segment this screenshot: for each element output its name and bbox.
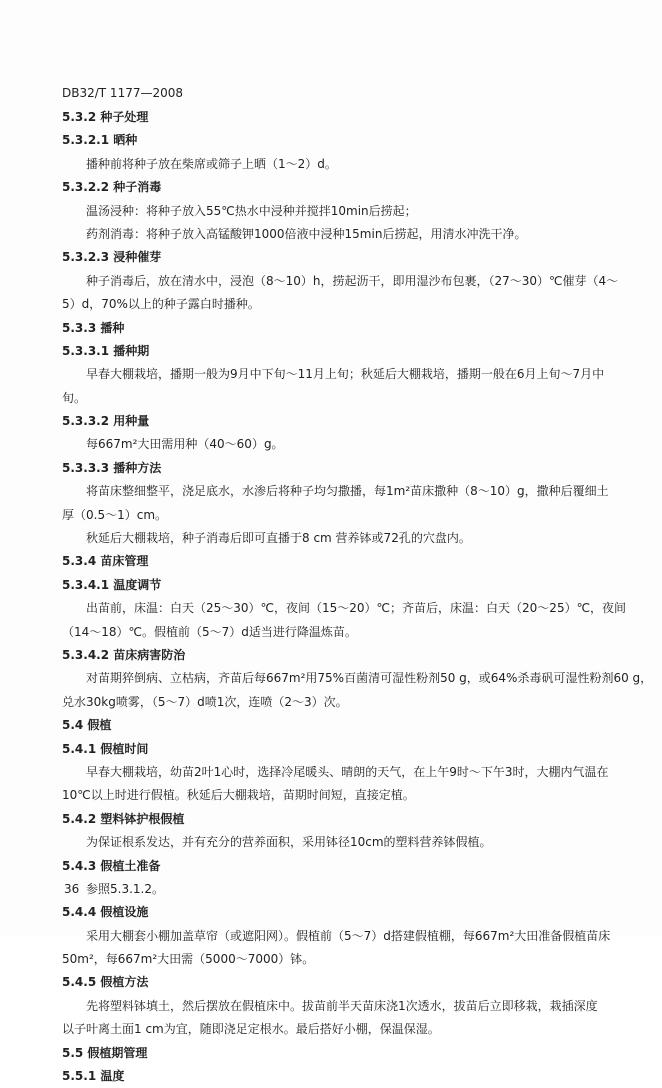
section-heading: 5.3.4.2 苗床病害防治	[62, 647, 186, 662]
section-heading: 5.4 假植	[62, 718, 112, 733]
paragraph-line: 早春大棚栽培，播期一般为9月中下旬～11月上旬；秋延后大棚栽培，播期一般在6月上旬～7月中	[86, 367, 605, 382]
paragraph-continuation: 厚（0.5～1）cm。	[62, 507, 168, 522]
paragraph-line: 采用大棚套小棚加盖草帘（或遮阳网）。假植前（5～7）d搭建假植棚，每667m²大田准备假植苗床	[86, 928, 611, 943]
paragraph-line: 为保证根系发达，并有充分的营养面积，采用钵径10cm的塑料营养钵假植。	[86, 835, 492, 850]
paragraph-line: 参照5.3.1.2。	[86, 881, 164, 896]
section-heading: 5.3.2.1 晒种	[62, 133, 138, 148]
paragraph-line: 出苗前，床温：白天（25～30）℃，夜间（15～20）℃；齐苗后，床温：白天（20～25）℃，夜间	[86, 601, 627, 616]
paragraph-line: 温汤浸种：将种子放入55℃热水中浸种并搅拌10min后捞起；	[86, 203, 417, 218]
paragraph-continuation: 旬。	[62, 390, 87, 405]
section-heading: 5.3.3 播种	[62, 320, 125, 335]
paragraph-line: 早春大棚栽培，幼苗2叶1心时，选择冷尾暖头、晴朗的天气，在上午9时～下午3时，大棚内气温在	[86, 764, 609, 779]
paragraph-continuation: 50m²，每667m²大田需（5000～7000）钵。	[62, 952, 315, 967]
paragraph-continuation: 兑水30kg喷雾，（5～7）d喷1次，连喷（2～3）次。	[62, 694, 348, 709]
section-heading: 5.3.2.2 种子消毒	[62, 180, 162, 195]
page-number: 36	[64, 882, 80, 896]
paragraph-line: 将苗床整细整平，浇足底水，水渗后将种子均匀撒播，每1m²苗床撒种（8～10）g，撒种后覆细土	[86, 484, 609, 499]
section-heading: 5.3.3.2 用种量	[62, 414, 150, 429]
section-heading: 5.3.3.3 播种方法	[62, 460, 162, 475]
section-heading: 5.4.3 假植土准备	[62, 858, 161, 873]
paragraph-continuation: （14～18）℃。假植前（5～7）d适当进行降温炼苗。	[62, 624, 357, 639]
section-heading: 5.3.4.1 温度调节	[62, 577, 162, 592]
paragraph-continuation: 10℃以上时进行假植。秋延后大棚栽培，苗期时间短，直接定植。	[62, 788, 415, 803]
section-heading: 5.5.1 温度	[62, 1069, 125, 1084]
standard-code-header: DB32/T 1177—2008	[62, 86, 184, 100]
paragraph-line: 药剂消毒：将种子放入高锰酸钾1000倍液中浸种15min后捞起，用清水冲洗干净。	[86, 226, 527, 241]
section-heading: 5.3.4 苗床管理	[62, 554, 149, 569]
paragraph-line: 每667m²大田需用种（40～60）g。	[86, 437, 284, 452]
section-heading: 5.4.1 假植时间	[62, 741, 149, 756]
paragraph-line: 先将塑料钵填土，然后摆放在假植床中。拔苗前半天苗床浇1次透水，拔苗后立即移栽，栽插深度	[86, 998, 598, 1013]
paragraph-line: 对苗期猝倒病、立枯病，齐苗后每667m²用75%百菌清可湿性粉剂50 g，或64%杀毒矾可湿性粉剂60 g，	[86, 671, 653, 686]
paragraph-continuation: 5）d，70%以上的种子露白时播种。	[62, 297, 260, 312]
paragraph-line: 秋延后大棚栽培，种子消毒后即可直播于8 cm 营养钵或72孔的穴盘内。	[86, 531, 471, 546]
section-heading: 5.4.5 假植方法	[62, 975, 149, 990]
section-heading: 5.3.3.1 播种期	[62, 343, 150, 358]
paragraph-line: 种子消毒后，放在清水中，浸泡（8～10）h，捞起沥干，即用湿沙布包裹，（27～30）℃催芽（4～	[86, 273, 619, 288]
paragraph-line: 播种前将种子放在柴席或筛子上晒（1～2）d。	[86, 156, 337, 171]
paragraph-continuation: 以子叶离土面1 cm为宜，随即浇足定根水。最后搭好小棚，保温保湿。	[62, 1022, 440, 1037]
section-heading: 5.5 假植期管理	[62, 1045, 148, 1060]
section-heading: 5.3.2 种子处理	[62, 110, 149, 124]
document-body	[62, 106, 653, 1088]
section-heading: 5.4.4 假植设施	[62, 905, 149, 920]
section-heading: 5.4.2 塑料钵护根假植	[62, 811, 185, 826]
section-heading: 5.3.2.3 浸种催芽	[62, 250, 162, 265]
